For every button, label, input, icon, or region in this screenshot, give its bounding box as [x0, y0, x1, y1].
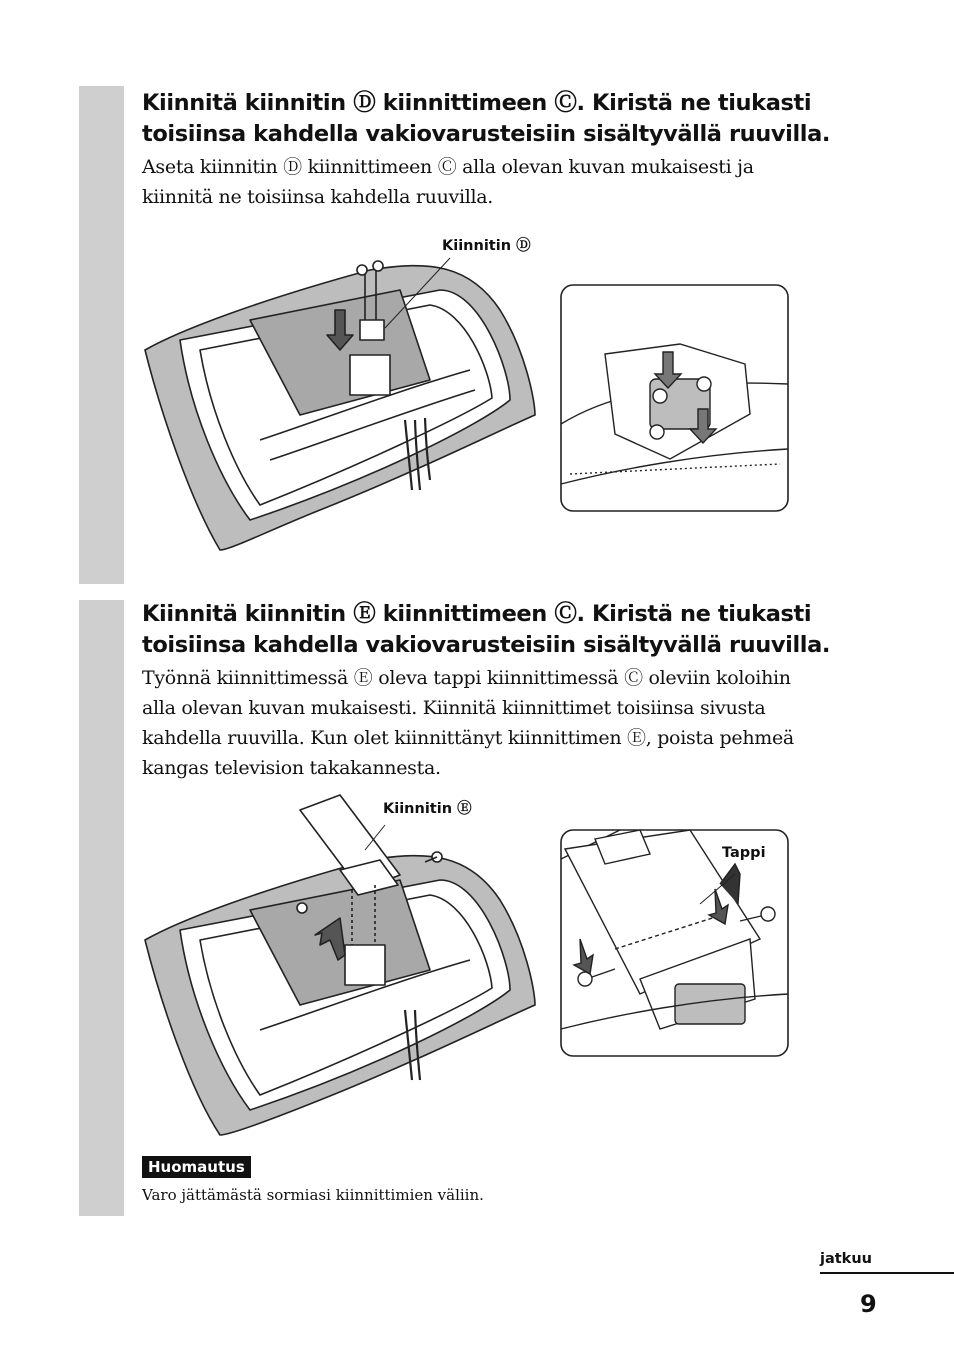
step-1-body-line-1: Aseta kiinnitin Ⓓ kiinnittimeen Ⓒ alla olevan kuvan mukaisesti ja	[142, 156, 754, 178]
step-2-title-line-2: toisiinsa kahdella vakiovarusteisiin sisältyvällä ruuvilla.	[142, 632, 831, 658]
step-1-body	[142, 152, 902, 212]
note-label: Huomautus	[142, 1156, 251, 1178]
step-2-body-line-4: kangas television takakannesta.	[142, 757, 441, 779]
step-1-body-line-2: kiinnitä ne toisiinsa kahdella ruuvilla.	[142, 186, 494, 208]
step-1-title-line-2: toisiinsa kahdella vakiovarusteisiin sisältyvällä ruuvilla.	[142, 121, 831, 147]
step-2-title	[142, 599, 902, 661]
step-2-body-line-1: Työnnä kiinnittimessä Ⓔ oleva tappi kiinnittimessä Ⓒ oleviin koloihin	[142, 667, 791, 689]
step-2-sidebar-bar	[79, 600, 124, 1216]
step-2-title-line-1: Kiinnitä kiinnitin Ⓔ kiinnittimeen Ⓒ. Kiristä ne tiukasti	[142, 601, 812, 627]
continued-label: jatkuu	[820, 1251, 872, 1267]
step-1-sidebar-bar	[79, 86, 124, 584]
step-1-detail-inset	[560, 284, 789, 512]
note-text: Varo jättämästä sormiasi kiinnittimien väliin.	[142, 1186, 484, 1204]
step-2-callout-label: Kiinnitin Ⓔ	[383, 801, 472, 817]
step-2-body-line-2: alla olevan kuvan mukaisesti. Kiinnitä kiinnittimet toisiinsa sivusta	[142, 697, 766, 719]
step-1-title-line-1: Kiinnitä kiinnitin Ⓓ kiinnittimeen Ⓒ. Kiristä ne tiukasti	[142, 90, 812, 116]
step-1-callout-label: Kiinnitin Ⓓ	[442, 238, 531, 254]
step-1-title	[142, 88, 902, 150]
step-2-detail-callout-label: Tappi	[722, 845, 766, 861]
footer-rule	[820, 1272, 954, 1274]
step-2-body-line-3: kahdella ruuvilla. Kun olet kiinnittänyt kiinnittimen Ⓔ, poista pehmeä	[142, 727, 794, 749]
step-2-tv-illustration	[140, 790, 545, 1140]
step-1-tv-illustration	[140, 250, 545, 560]
step-2-detail-inset	[560, 829, 789, 1057]
step-2-body	[142, 663, 902, 783]
page-number: 9	[860, 1290, 877, 1318]
